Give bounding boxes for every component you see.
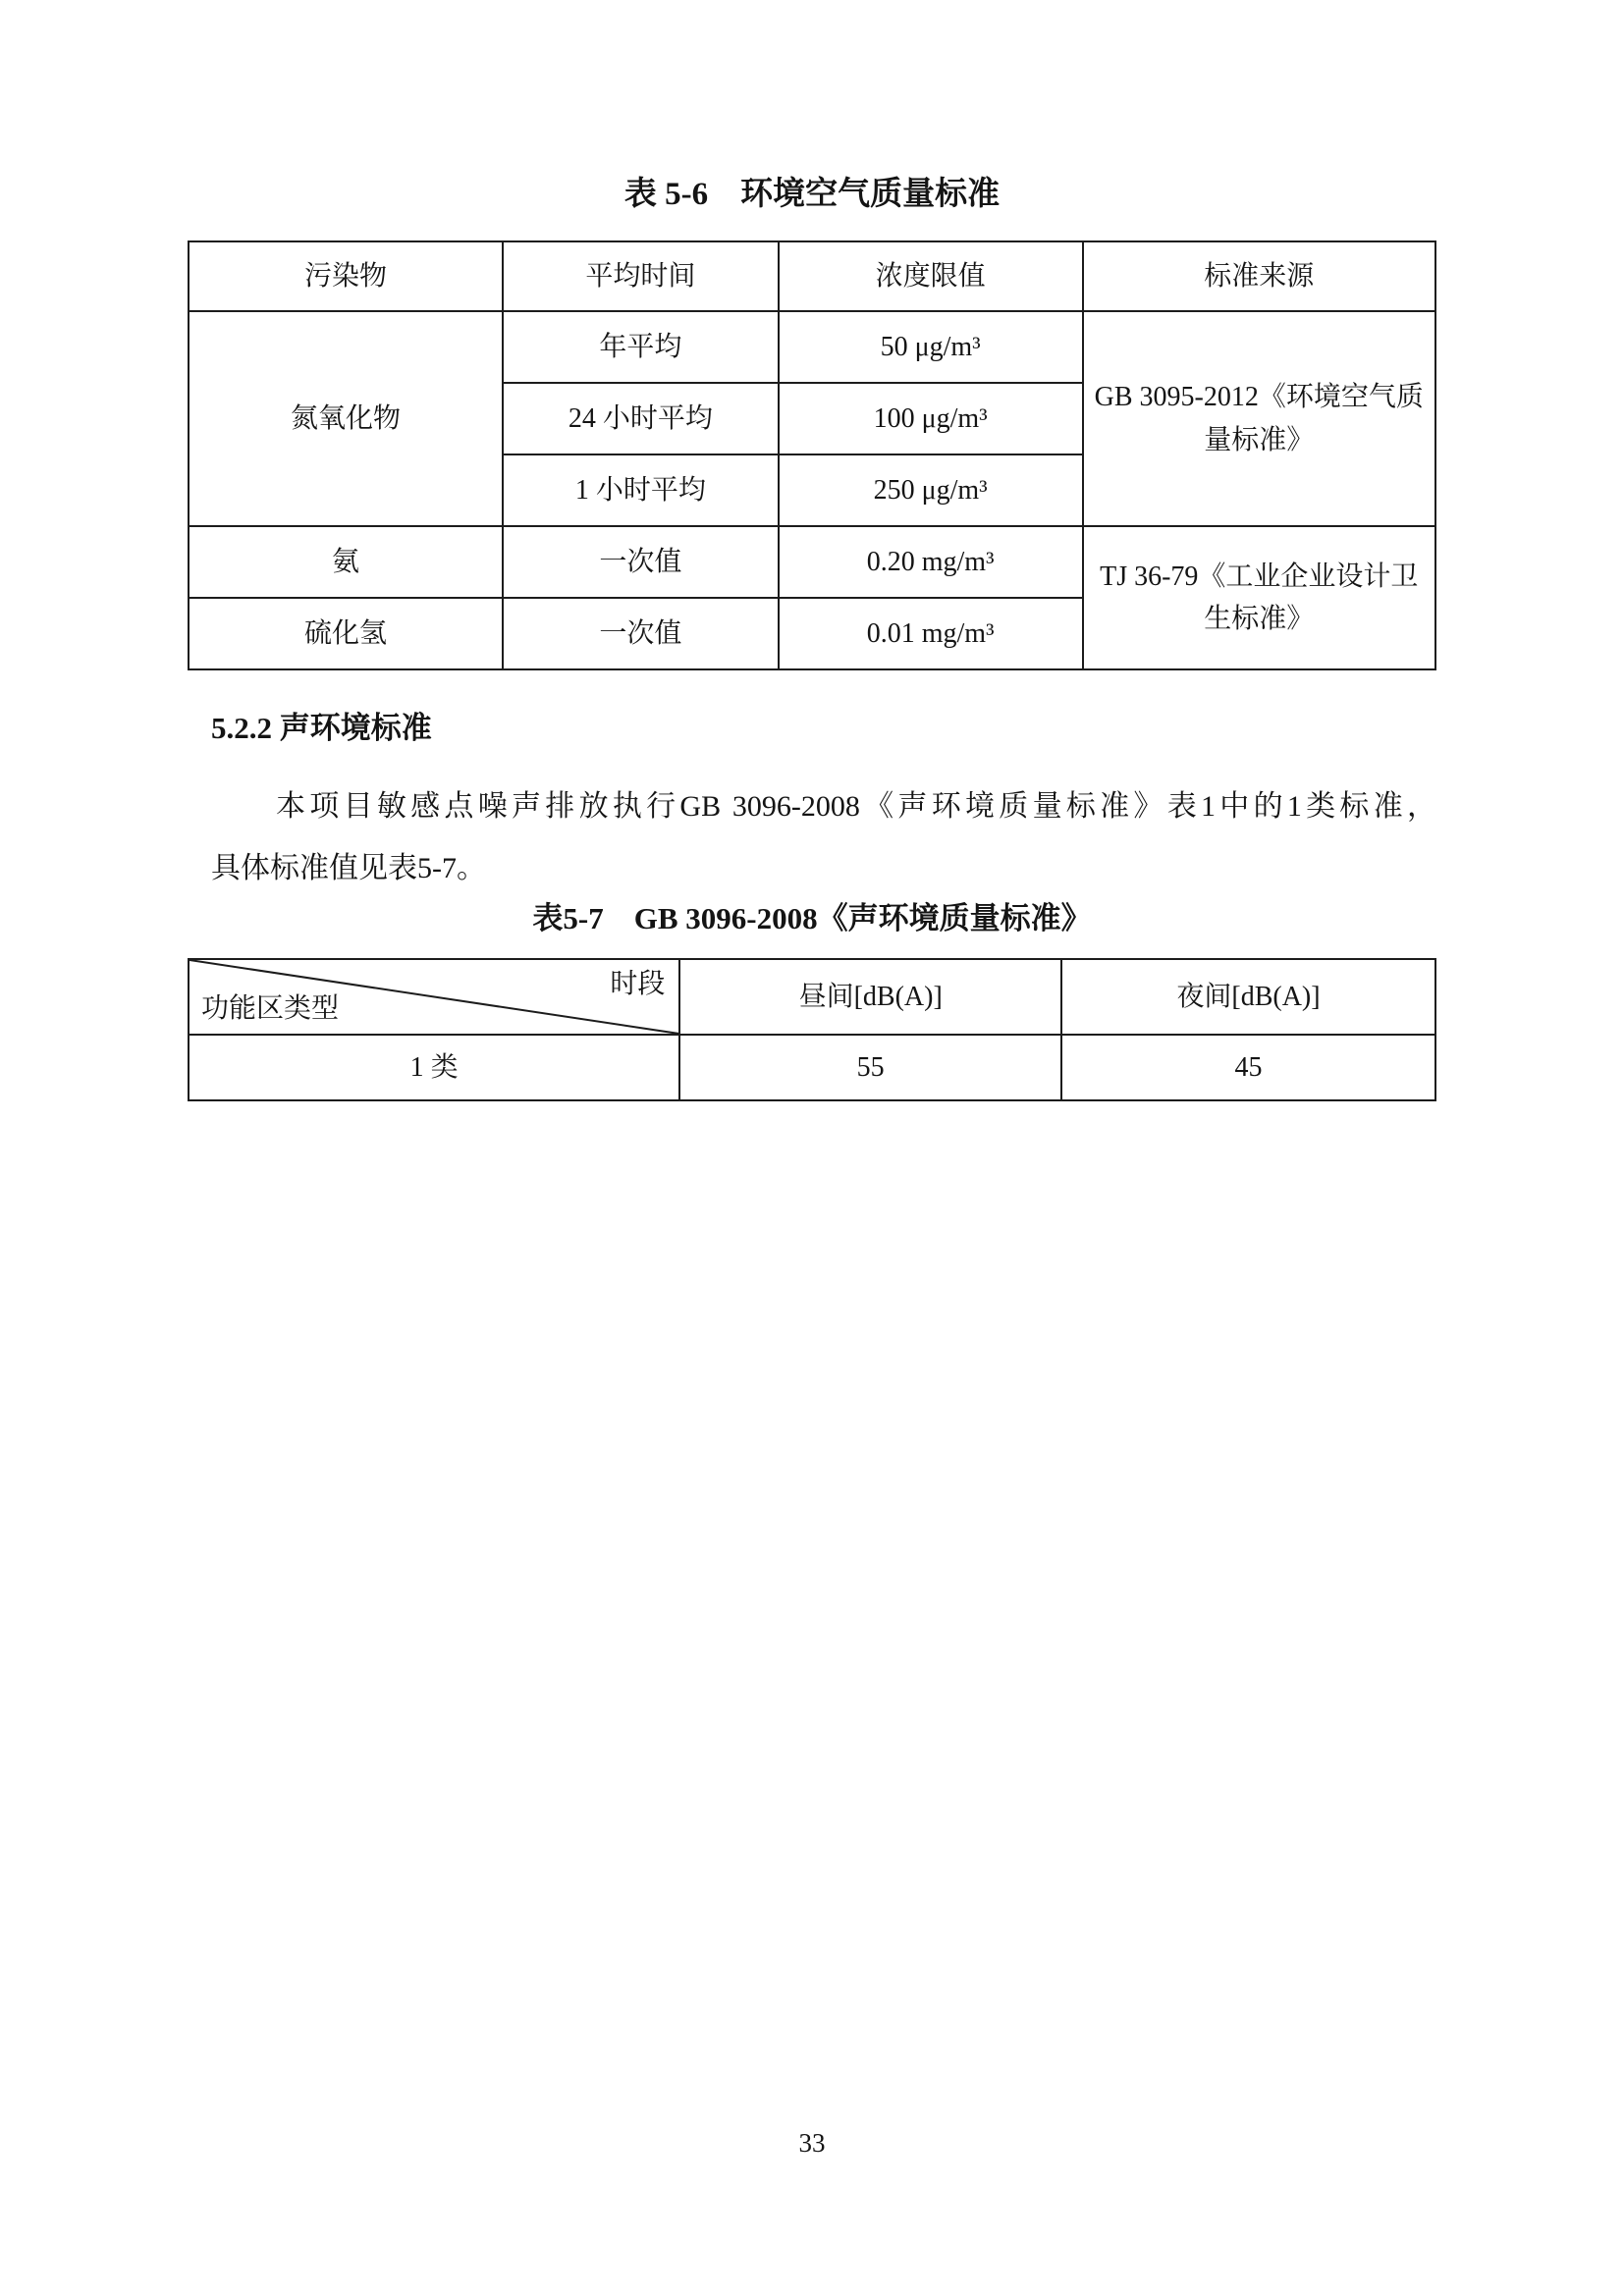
table-row <box>189 1035 1435 1100</box>
cell-limit: 100 μg/m³ <box>779 383 1083 454</box>
section-heading-5-2-2: 5.2.2 声环境标准 <box>211 711 432 745</box>
corner-label-period: 时段 <box>610 969 666 999</box>
cell-time: 24 小时平均 <box>503 383 779 454</box>
cell-time: 一次值 <box>503 526 779 598</box>
table-5-7-title: 表5-7 GB 3096-2008《声环境质量标准》 <box>532 901 1092 935</box>
page-content <box>188 0 1436 1101</box>
header-averaging-time: 平均时间 <box>503 241 779 311</box>
table-row <box>189 311 1435 383</box>
cell-time: 年平均 <box>503 311 779 383</box>
table-row <box>189 526 1435 598</box>
header-pollutant: 污染物 <box>189 241 503 311</box>
corner-label-zone-type: 功能区类型 <box>201 993 340 1025</box>
cell-time: 一次值 <box>503 598 779 669</box>
table-5-7-header-row <box>189 959 1435 1035</box>
cell-time: 1 小时平均 <box>503 454 779 526</box>
cell-source-tj36: TJ 36-79《工业企业设计卫生标准》 <box>1083 526 1435 669</box>
table-5-6-title: 表 5-6 环境空气质量标准 <box>623 177 1001 212</box>
table-5-6-header-row <box>189 241 1435 311</box>
cell-pollutant-h2s: 硫化氢 <box>189 598 503 669</box>
body-paragraph <box>188 775 1436 899</box>
header-standard-source: 标准来源 <box>1083 241 1435 311</box>
header-nighttime: 夜间[dB(A)] <box>1061 959 1435 1035</box>
page-number: 33 <box>798 2128 826 2158</box>
table-5-6 <box>188 240 1436 670</box>
cell-day-limit: 55 <box>679 1035 1061 1100</box>
cell-limit: 0.01 mg/m³ <box>779 598 1083 669</box>
cell-limit: 0.20 mg/m³ <box>779 526 1083 598</box>
diagonal-header-cell <box>189 959 679 1035</box>
cell-pollutant-nox: 氮氧化物 <box>189 311 503 526</box>
cell-night-limit: 45 <box>1061 1035 1435 1100</box>
cell-limit: 50 μg/m³ <box>779 311 1083 383</box>
cell-limit: 250 μg/m³ <box>779 454 1083 526</box>
table-5-7 <box>188 958 1436 1101</box>
paragraph-line: 本项目敏感点噪声排放执行GB 3096-2008《声环境质量标准》表1中的1类标准， <box>276 790 1436 823</box>
paragraph-line: 具体标准值见表5-7。 <box>211 852 486 884</box>
cell-pollutant-ammonia: 氨 <box>189 526 503 598</box>
cell-source-gb3095: GB 3095-2012《环境空气质量标准》 <box>1083 311 1435 526</box>
cell-zone-category: 1 类 <box>189 1035 679 1100</box>
header-daytime: 昼间[dB(A)] <box>679 959 1061 1035</box>
header-concentration-limit: 浓度限值 <box>779 241 1083 311</box>
